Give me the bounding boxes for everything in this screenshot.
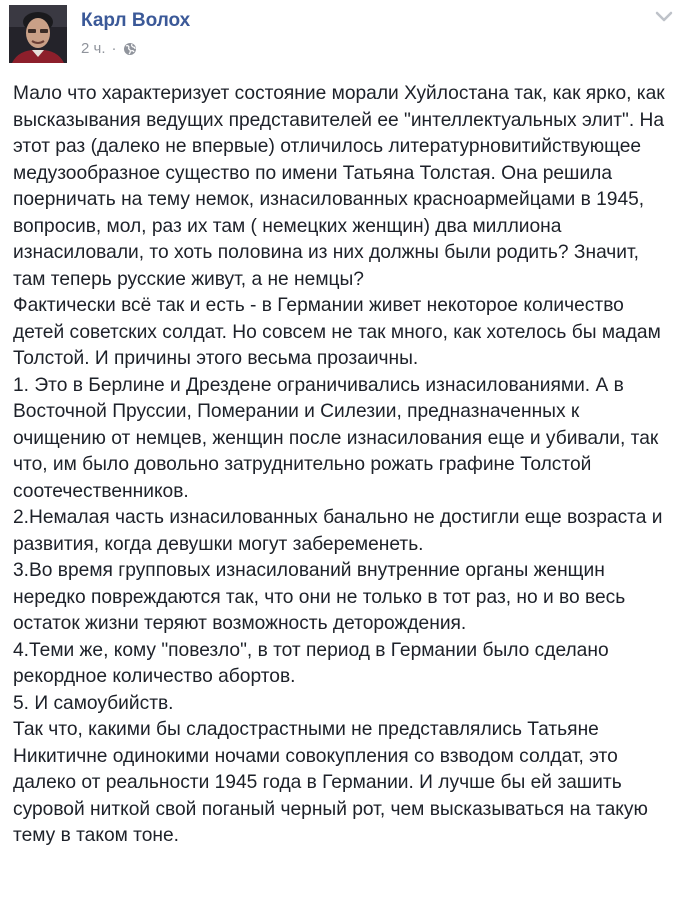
globe-icon[interactable] <box>123 42 137 56</box>
post-meta <box>81 40 137 57</box>
post-timestamp[interactable]: 2 ч. <box>81 40 106 57</box>
post-paragraph: 2.Немалая часть изнасилованных банально не достигли еще возраста и развития, когда девушки могут забеременеть. <box>13 507 663 555</box>
post-paragraph: 1. Это в Берлине и Дрездене ограничивались изнасилованиями. А в Восточной Пруссии, Померании и Силезии, предназначенных к очищению от немцев, женщин после изнасилования еще и убивали, так что, им было довольно затруднительно рожать графине Толстой соотечественников. <box>13 374 659 502</box>
post-paragraph: 3.Во время групповых изнасилований внутренние органы женщин нередко повреждаются так, что они не только в тот раз, но и во весь остаток жизни теряют возможность деторождения. <box>13 560 626 634</box>
post-paragraph: Фактически всё так и есть - в Германии живет некоторое количество детей советских солдат. Но совсем не так много, как хотелось бы мадам Толстой. И причины этого весьма прозаичны. <box>13 295 661 369</box>
post-paragraph: 4.Теми же, кому "повезло", в тот период в Германии было сделано рекордное количество абортов. <box>13 639 609 687</box>
post-paragraph: Мало что характеризует состояние морали Хуйлостана так, как ярко, как высказывания ведущих представителей ее "интеллектуальных элит". На этот раз (далеко не впервые) отличилось литературновитийствующее медузообразное существо по имени Татьяна Толстая. Она решила поерничать на тему немок, изнасилованных красноармейцами в 1945, вопросив, мол, раз их там ( немецких женщин) два миллиона изнасиловали, то хоть половина из них должны были родить? Значит, там теперь русские живут, а не немцы? <box>13 83 665 290</box>
meta-separator: · <box>111 40 117 57</box>
chevron-down-icon[interactable] <box>655 10 673 24</box>
post-body <box>13 81 675 850</box>
post-paragraph: Так что, какими бы сладострастными не представлялись Татьяне Никитичне одинокими ночами совокупления со взводом солдат, это далеко от реальности 1945 года в Германии. И лучше бы ей зашить суровой ниткой свой поганый черный рот, чем высказываться на такую тему в таком тоне. <box>13 719 648 846</box>
post-paragraph: 5. И самоубийств. <box>13 692 174 714</box>
avatar[interactable] <box>9 5 67 63</box>
avatar-image <box>9 5 67 63</box>
author-name-link[interactable]: Карл Волох <box>81 10 191 31</box>
